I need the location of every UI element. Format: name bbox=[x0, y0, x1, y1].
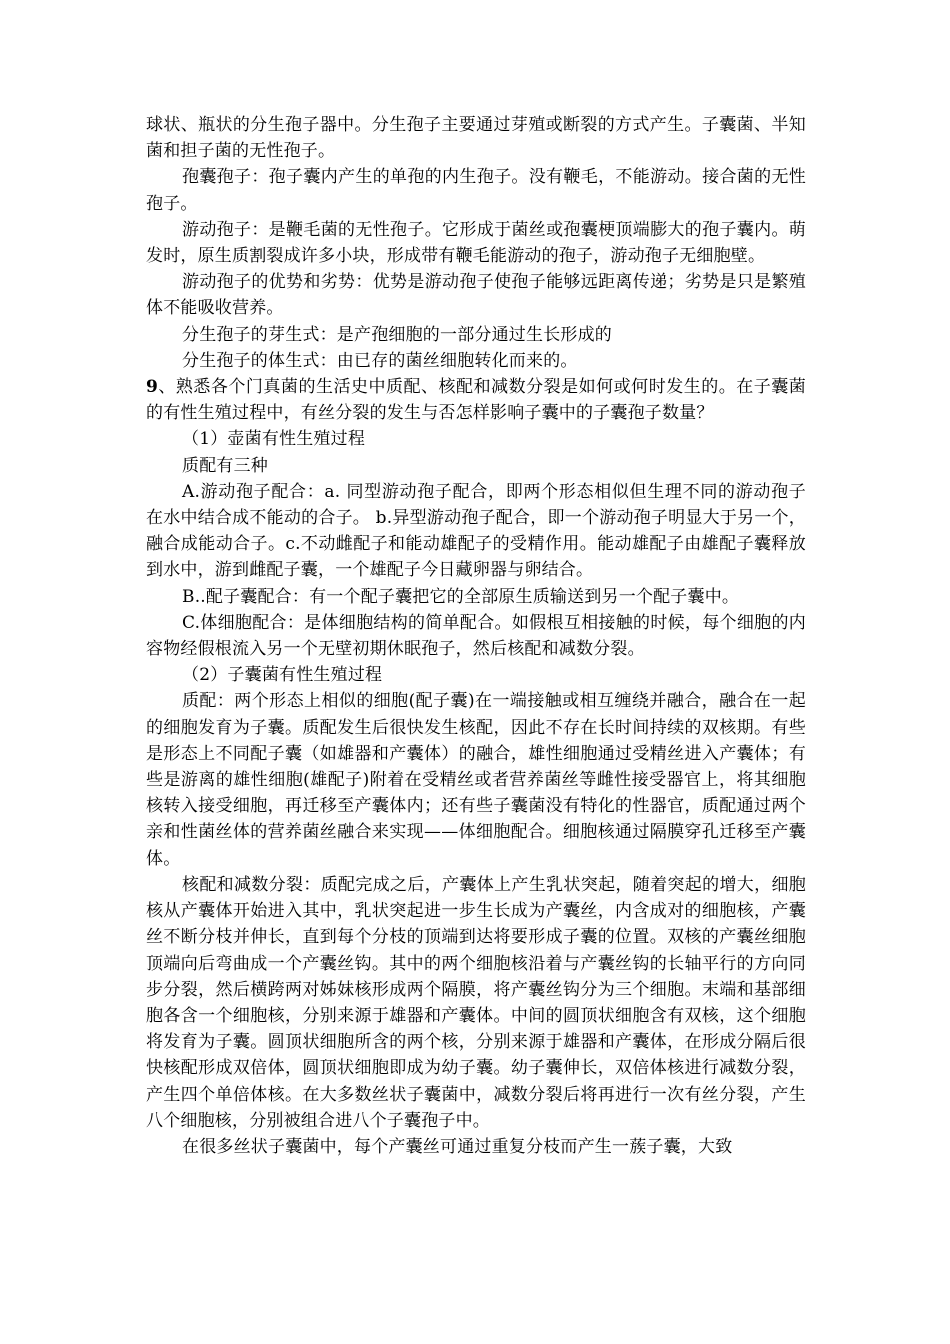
paragraph-thallic-conidia: 分生孢子的体生式：由已存的菌丝细胞转化而来的。 bbox=[182, 350, 578, 371]
paragraph-plasmogamy: 质配：两个形态上相似的细胞(配子囊)在一端接触或相互缠绕并融合，融合在一起的细胞发育为子囊。质配发生后很快发生核配，因此不存在长时间持续的双核期。有些是形态上不同配子囊（如雄器和产囊体）的融合，雄性细胞通过受精丝进入产囊体；有些是游离的雄性细胞(雄配子)附着在受精丝或者营养菌丝等雌性接受器官上，将其细胞核转入接受细胞，再迁移至产囊体内；还有些子囊菌没有特化的性器官，质配通过两个亲和性菌丝体的营养菌丝融合来实现——体细胞配合。细胞核通过隔膜穿孔迁移至产囊体。 bbox=[146, 691, 806, 869]
question-text: 、熟悉各个门真菌的生活史中质配、核配和减数分裂是如何或何时发生的。在子囊菌的有性生殖过程中，有丝分裂的发生与否怎样影响子囊中的子囊孢子数量？ bbox=[146, 377, 806, 424]
paragraph-ascus-cluster: 在很多丝状子囊菌中，每个产囊丝可通过重复分枝而产生一蔟子囊，大致 bbox=[182, 1136, 733, 1157]
paragraph-zoospore: 游动孢子：是鞭毛菌的无性孢子。它形成于菌丝或孢囊梗顶端膨大的孢子囊内。萌发时，原生质割裂成许多小块，形成带有鞭毛能游动的孢子，游动孢子无细胞壁。 bbox=[146, 219, 806, 267]
paragraph-sporangiospore: 孢囊孢子：孢子囊内产生的单孢的内生孢子。没有鞭毛，不能游动。接合菌的无性孢子。 bbox=[146, 167, 806, 214]
document-page bbox=[146, 112, 806, 1160]
paragraph-conidia-end: 球状、瓶状的分生孢子器中。分生孢子主要通过芽殖或断裂的方式产生。子囊菌、半知菌和担子菌的无性孢子。 bbox=[146, 115, 806, 162]
heading-ascomycete-sexual: （2）子囊菌有性生殖过程 bbox=[182, 665, 383, 686]
heading-chytrid-sexual: （1）壶菌有性生殖过程 bbox=[182, 429, 366, 450]
paragraph-somatogamy: C.体细胞配合：是体细胞结构的简单配合。如假根互相接触的时候，每个细胞的内容物经假根流入另一个无壁初期休眠孢子，然后核配和减数分裂。 bbox=[146, 612, 806, 660]
question-number: 9 bbox=[146, 377, 159, 398]
paragraph-gametangial-contact: B..配子囊配合：有一个配子囊把它的全部原生质输送到另一个配子囊中。 bbox=[182, 586, 740, 607]
paragraph-zoospore-pros-cons: 游动孢子的优势和劣势：优势是游动孢子使孢子能够远距离传递；劣势是只是繁殖体不能吸收营养。 bbox=[146, 272, 806, 319]
paragraph-blastic-conidia: 分生孢子的芽生式：是产孢细胞的一部分通过生长形成的 bbox=[182, 324, 612, 345]
paragraph-zoospore-conjugation: A.游动孢子配合：a. 同型游动孢子配合，即两个形态相似但生理不同的游动孢子在水中结合成不能动的合子。 b.异型游动孢子配合，即一个游动孢子明显大于另一个，融合成能动合子。c.不动雌配子和能动雄配子的受精作用。能动雄配子由雄配子囊释放到水中，游到雌配子囊，一个雄配子今日藏卵器与卵结合。 bbox=[146, 481, 806, 581]
paragraph-karyogamy-meiosis: 核配和减数分裂：质配完成之后，产囊体上产生乳状突起，随着突起的增大，细胞核从产囊体开始进入其中，乳状突起进一步生长成为产囊丝，内含成对的细胞核，产囊丝不断分枝并伸长，直到每个分枝的顶端到达将要形成子囊的位置。双核的产囊丝细胞顶端向后弯曲成一个产囊丝钩。其中的两个细胞核沿着与产囊丝钩的长轴平行的方向同步分裂，然后横跨两对姊妹核形成两个隔膜，将产囊丝钩分为三个细胞。末端和基部细胞各含一个细胞核，分别来源于雄器和产囊体。中间的圆顶状细胞含有双核，这个细胞将发育为子囊。圆顶状细胞所含的两个核，分别来源于雄器和产囊体，在形成分隔后很快核配形成双倍体，圆顶状细胞即成为幼子囊。幼子囊伸长，双倍体核进行减数分裂，产生四个单倍体核。在大多数丝状子囊菌中，减数分裂后将再进行一次有丝分裂，产生八个细胞核，分别被组合进八个子囊孢子中。 bbox=[146, 874, 806, 1131]
paragraph-plasmogamy-types: 质配有三种 bbox=[182, 455, 268, 476]
question-9 bbox=[146, 374, 806, 426]
